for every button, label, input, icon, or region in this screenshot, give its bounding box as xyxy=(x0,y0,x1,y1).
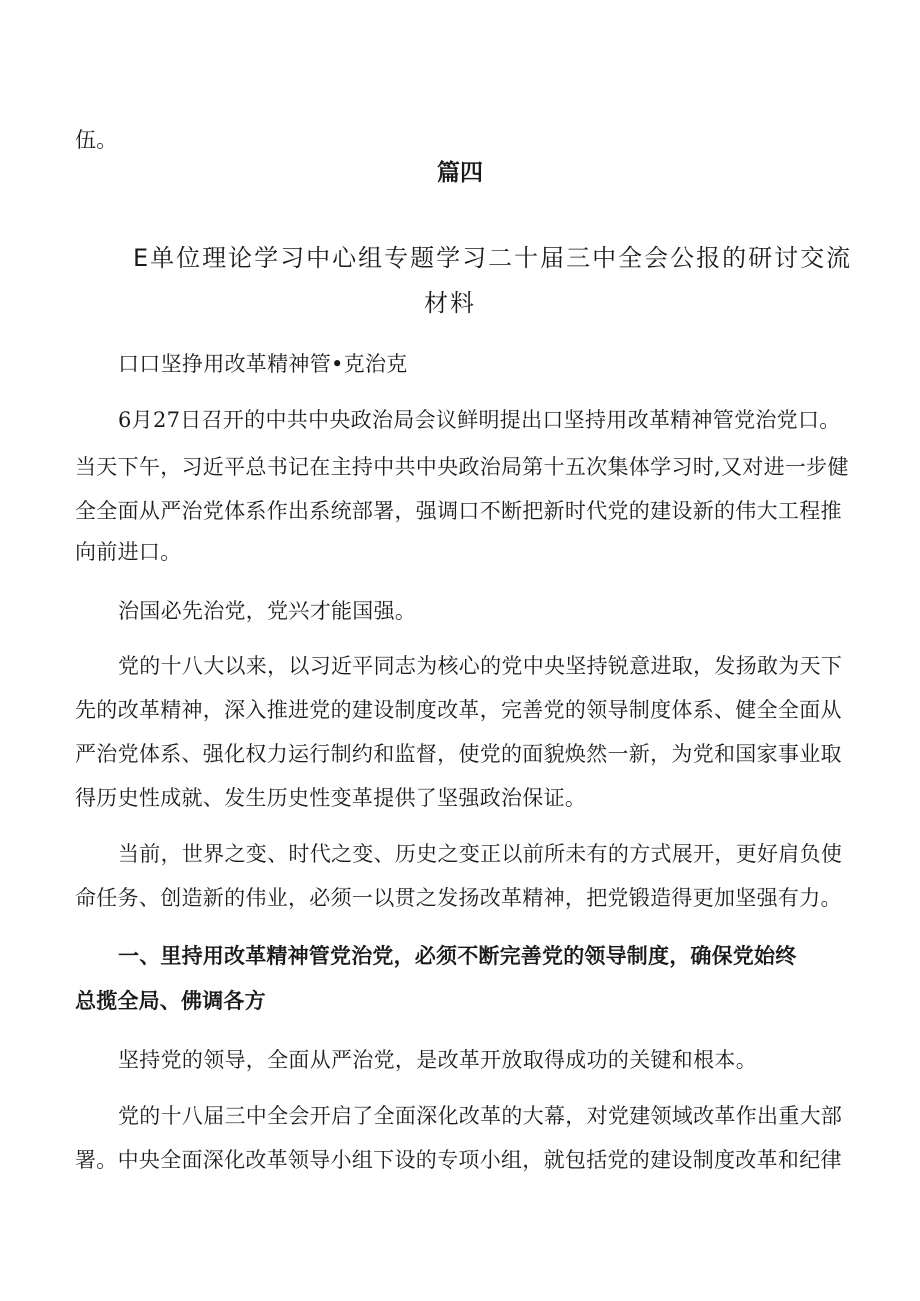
subtitle: 口口坚挣用改革精神管•克治克 xyxy=(118,352,408,376)
paragraph-line: 当前，世界之变、时代之变、历史之变正以前所未有的方式展开，更好肩负使 xyxy=(118,842,843,866)
top-fragment: 伍。 xyxy=(75,128,118,152)
paragraph-line: 6月27日召开的中共中央政治局会议鲜明提出口坚持用改革精神管党治党口。 xyxy=(118,408,841,432)
section-heading-line-1: 一、里持用改革精神管党治党，必须不断完善党的领导制度，确保党始终 xyxy=(118,944,797,968)
paragraph-line: 坚持党的领导，全面从严治党，是改革开放取得成功的关键和根本。 xyxy=(118,1048,757,1072)
paragraph-line: 向前进口。 xyxy=(75,540,182,564)
paragraph-line: 治国必先治党，党兴才能国强。 xyxy=(118,599,417,623)
paragraph-line: 严治党体系、强化权力运行制约和监督，使党的面貌焕然一新，为党和国家事业取 xyxy=(75,742,842,766)
section-label: 篇四 xyxy=(437,160,483,186)
document-title-line-1: E单位理论学习中心组专题学习二十届三中全会公报的研讨交流 xyxy=(133,244,853,272)
paragraph-line: 全全面从严治党体系作出系统部署，强调口不断把新时代党的建设新的伟大工程推 xyxy=(75,499,842,523)
paragraph-line: 署。中央全面深化改革领导小组下设的专项小组，就包括党的建设制度改革和纪律 xyxy=(75,1148,842,1172)
section-heading-line-2: 总揽全局、佛调各方 xyxy=(75,989,266,1013)
paragraph-line: 命任务、创造新的伟业，必须一以贯之发扬改革精神，把党锻造得更加坚强有力。 xyxy=(75,886,842,910)
paragraph-line: 当天下午，习近平总书记在主持中共中央政治局第十五次集体学习时,又对进一步健 xyxy=(75,455,849,479)
paragraph-line: 党的十八届三中全会开启了全面深化改革的大幕，对党建领域改革作出重大部 xyxy=(118,1104,843,1128)
paragraph-line: 党的十八大以来，以习近平同志为核心的党中央坚持锐意进取，发扬敢为天下 xyxy=(118,654,843,678)
paragraph-line: 得历史性成就、发生历史性变革提供了坚强政治保证。 xyxy=(75,786,587,810)
document-title-line-2: 材料 xyxy=(424,289,476,317)
paragraph-line: 先的改革精神，深入推进党的建设制度改革，完善党的领导制度体系、健全全面从 xyxy=(75,698,842,722)
